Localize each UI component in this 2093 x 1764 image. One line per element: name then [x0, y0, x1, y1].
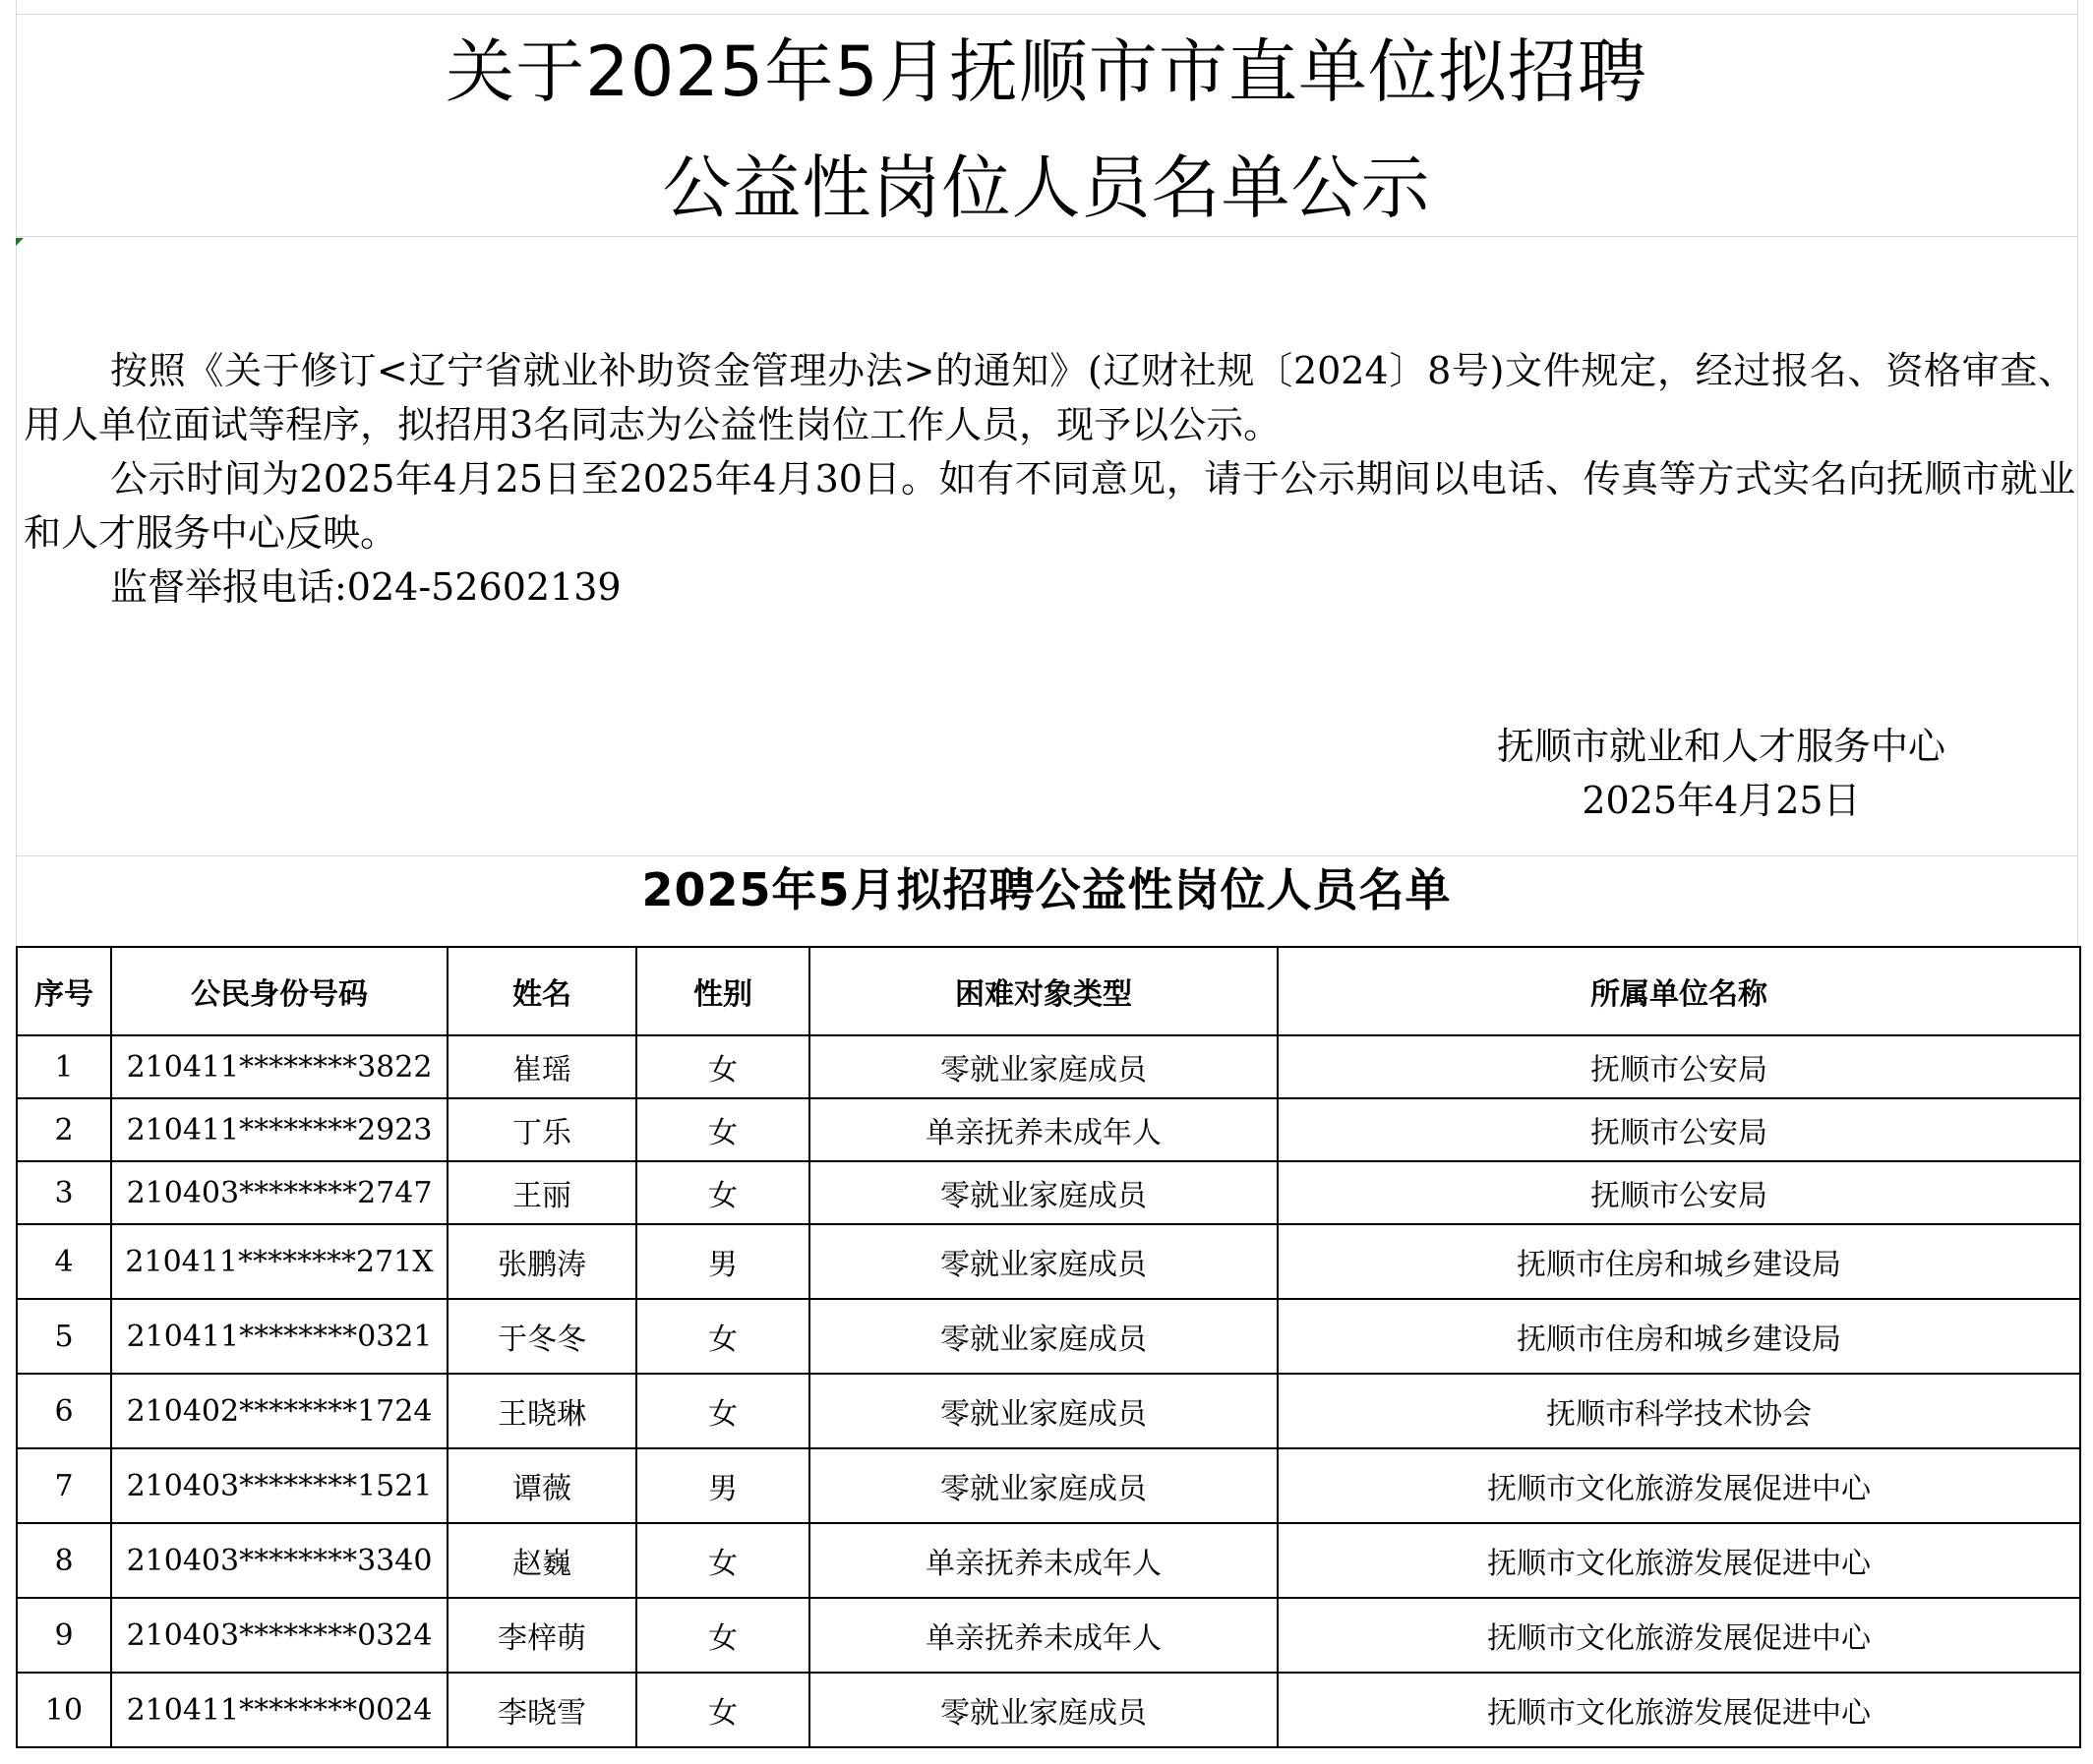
cell-id-number: 210411********2923 [111, 1098, 448, 1161]
notice-paragraph-1: 按照《关于修订<辽宁省就业补助资金管理办法>的通知》(辽财社规〔2024〕8号)文件规定，经过报名、资格审查、用人单位面试等程序，拟招用3名同志为公益性岗位工作人员，现予以公示。 [24, 349, 2075, 446]
table-row [17, 1374, 2080, 1448]
table-row [17, 1598, 2080, 1673]
grid-line-right [2077, 0, 2078, 946]
issue-date: 2025年4月25日 [1582, 779, 1861, 822]
cell-category: 零就业家庭成员 [809, 1448, 1278, 1523]
notice-body [24, 344, 2075, 615]
cell-index: 5 [17, 1299, 111, 1374]
cell-name: 赵巍 [448, 1523, 636, 1598]
cell-name: 李梓萌 [448, 1598, 636, 1673]
cell-name: 李晓雪 [448, 1673, 636, 1747]
cell-gender: 女 [636, 1098, 809, 1161]
notice-signature [1426, 720, 2016, 828]
cell-gender: 女 [636, 1161, 809, 1224]
cell-unit: 抚顺市文化旅游发展促进中心 [1278, 1598, 2080, 1673]
cell-id-number: 210402********1724 [111, 1374, 448, 1448]
cell-gender: 男 [636, 1448, 809, 1523]
cell-name: 王丽 [448, 1161, 636, 1224]
roster-title: 2025年5月拟招聘公益性岗位人员名单 [641, 863, 1452, 916]
cell-gender: 男 [636, 1224, 809, 1299]
cell-unit: 抚顺市文化旅游发展促进中心 [1278, 1448, 2080, 1523]
header-category: 困难对象类型 [809, 947, 1278, 1035]
notice-title [16, 14, 2077, 236]
cell-index: 9 [17, 1598, 111, 1673]
cell-gender: 女 [636, 1035, 809, 1098]
table-row [17, 1448, 2080, 1523]
cell-index: 3 [17, 1161, 111, 1224]
table-row [17, 1299, 2080, 1374]
table-row [17, 1098, 2080, 1161]
table-row [17, 1523, 2080, 1598]
cell-unit: 抚顺市公安局 [1278, 1035, 2080, 1098]
issuer-name: 抚顺市就业和人才服务中心 [1496, 725, 1945, 768]
notice-paragraph-3: 监督举报电话:024-52602139 [110, 565, 622, 609]
cell-id-number: 210403********2747 [111, 1161, 448, 1224]
cell-index: 6 [17, 1374, 111, 1448]
cell-category: 零就业家庭成员 [809, 1374, 1278, 1448]
cell-gender: 女 [636, 1374, 809, 1448]
cell-category: 零就业家庭成员 [809, 1673, 1278, 1747]
cell-index: 10 [17, 1673, 111, 1747]
cell-gender: 女 [636, 1598, 809, 1673]
cell-category: 零就业家庭成员 [809, 1299, 1278, 1374]
cell-category: 零就业家庭成员 [809, 1161, 1278, 1224]
cell-id-number: 210411********0321 [111, 1299, 448, 1374]
cell-category: 单亲抚养未成年人 [809, 1598, 1278, 1673]
header-unit: 所属单位名称 [1278, 947, 2080, 1035]
cell-gender: 女 [636, 1299, 809, 1374]
cell-index: 2 [17, 1098, 111, 1161]
cell-index: 4 [17, 1224, 111, 1299]
notice-title-line-1: 关于2025年5月抚顺市市直单位拟招聘 [446, 31, 1647, 112]
cell-category: 零就业家庭成员 [809, 1035, 1278, 1098]
cell-name: 张鹏涛 [448, 1224, 636, 1299]
cell-unit: 抚顺市文化旅游发展促进中心 [1278, 1523, 2080, 1598]
notice-title-line-2: 公益性岗位人员名单公示 [662, 147, 1431, 228]
cell-unit: 抚顺市公安局 [1278, 1098, 2080, 1161]
cell-unit: 抚顺市文化旅游发展促进中心 [1278, 1673, 2080, 1747]
cell-id-number: 210411********271X [111, 1224, 448, 1299]
grid-line-above-subtitle [16, 855, 2077, 856]
cell-gender: 女 [636, 1673, 809, 1747]
table-row [17, 1224, 2080, 1299]
cell-comment-marker [16, 238, 24, 246]
notice-paragraph-2: 公示时间为2025年4月25日至2025年4月30日。如有不同意见，请于公示期间以电话、传真等方式实名向抚顺市就业和人才服务中心反映。 [24, 457, 2075, 555]
cell-id-number: 210403********3340 [111, 1523, 448, 1598]
header-name: 姓名 [448, 947, 636, 1035]
header-index: 序号 [17, 947, 111, 1035]
header-gender: 性别 [636, 947, 809, 1035]
cell-unit: 抚顺市科学技术协会 [1278, 1374, 2080, 1448]
table-row [17, 1035, 2080, 1098]
cell-unit: 抚顺市公安局 [1278, 1161, 2080, 1224]
cell-id-number: 210403********1521 [111, 1448, 448, 1523]
cell-gender: 女 [636, 1523, 809, 1598]
cell-name: 丁乐 [448, 1098, 636, 1161]
cell-name: 王晓琳 [448, 1374, 636, 1448]
cell-id-number: 210411********0024 [111, 1673, 448, 1747]
cell-category: 单亲抚养未成年人 [809, 1098, 1278, 1161]
roster-header-row [17, 947, 2080, 1035]
cell-index: 1 [17, 1035, 111, 1098]
cell-name: 崔瑶 [448, 1035, 636, 1098]
roster-table [16, 946, 2081, 1748]
header-id-number: 公民身份号码 [111, 947, 448, 1035]
cell-unit: 抚顺市住房和城乡建设局 [1278, 1224, 2080, 1299]
cell-unit: 抚顺市住房和城乡建设局 [1278, 1299, 2080, 1374]
cell-category: 零就业家庭成员 [809, 1224, 1278, 1299]
cell-id-number: 210411********3822 [111, 1035, 448, 1098]
table-row [17, 1161, 2080, 1224]
cell-id-number: 210403********0324 [111, 1598, 448, 1673]
table-row [17, 1673, 2080, 1747]
cell-name: 谭薇 [448, 1448, 636, 1523]
cell-index: 8 [17, 1523, 111, 1598]
cell-category: 单亲抚养未成年人 [809, 1523, 1278, 1598]
cell-index: 7 [17, 1448, 111, 1523]
cell-name: 于冬冬 [448, 1299, 636, 1374]
